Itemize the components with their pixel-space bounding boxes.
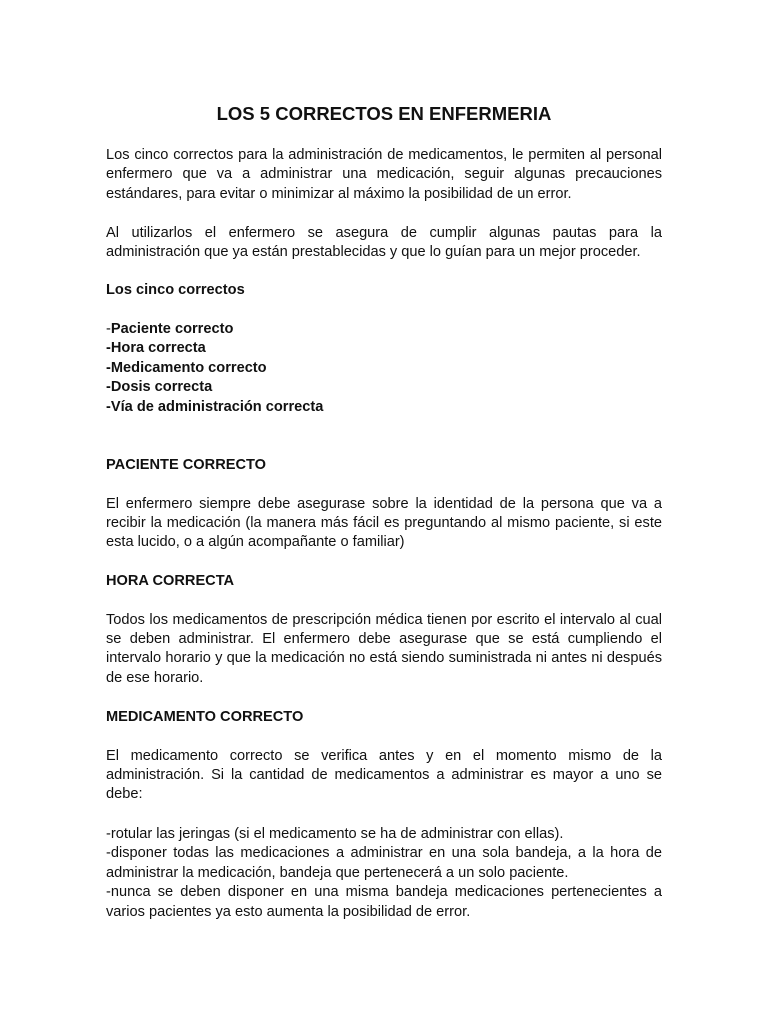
section-heading-hora: HORA CORRECTA [106, 573, 235, 589]
list-heading: Los cinco correctos [106, 282, 245, 298]
section-text-medicamento: El medicamento correcto se verifica antes y en el momento mismo de la administración. Si la cantidad de medicamentos a administrar es mayor a uno se debe: [106, 747, 662, 803]
list-item [106, 378, 323, 397]
medicamento-bullet-2: -disponer todas las medicaciones a administrar en una sola bandeja, a la hora de administrar la medicación, bandeja que pertenecerá a un solo paciente. [106, 845, 662, 881]
list-item-label: Medicamento correcto [110, 359, 267, 376]
intro-paragraph-1: Los cinco correctos para la administración de medicamentos, le permiten al personal enfermero que va a administrar una medicación, seguir algunas precauciones estándares, para evitar o minimizar al máximo la posibilidad de un error. [106, 147, 662, 202]
list-item-label: Paciente correcto [110, 321, 234, 337]
medicamento-bullet-1: -rotular las jeringas (si el medicamento se ha de administrar con ellas). [106, 826, 564, 842]
list-item [106, 320, 323, 339]
list-item-dash: - [106, 359, 111, 376]
section-heading-paciente: PACIENTE CORRECTO [106, 457, 267, 473]
correctos-list [106, 320, 323, 417]
list-item-dash: - [106, 379, 111, 396]
section-text-hora: Todos los medicamentos de prescripción médica tienen por escrito el intervalo al cual se deben administrar. El enfermero debe asegurase que se está cumpliendo el intervalo horario y que la medicación no está siendo suministrada ni antes ni después de ese horario. [106, 611, 662, 686]
list-item-label: Vía de administración correcta [110, 398, 324, 415]
document-title: LOS 5 CORRECTOS EN ENFERMERIA [216, 103, 552, 124]
list-item [106, 339, 323, 358]
section-text-paciente: El enfermero siempre debe asegurase sobre la identidad de la persona que va a recibir la medicación (la manera más fácil es preguntando al mismo paciente, si este esta lucido, o a algún acompañante o familiar) [106, 495, 662, 551]
list-item-label: Dosis correcta [110, 379, 213, 396]
list-item-dash: - [106, 398, 111, 415]
list-item-dash: - [106, 340, 111, 357]
list-item-label: Hora correcta [110, 340, 206, 357]
section-heading-medicamento: MEDICAMENTO CORRECTO [106, 709, 304, 725]
list-item [106, 398, 323, 417]
intro-paragraph-2: Al utilizarlos el enfermero se asegura de cumplir algunas pautas para la administración que ya están prestablecidas y que lo guían para un mejor proceder. [106, 224, 662, 260]
medicamento-bullet-3: -nunca se deben disponer en una misma bandeja medicaciones pertenecientes a varios pacientes ya esto aumenta la posibilidad de error. [106, 884, 662, 920]
list-item [106, 359, 323, 378]
list-item-dash: - [106, 321, 111, 337]
